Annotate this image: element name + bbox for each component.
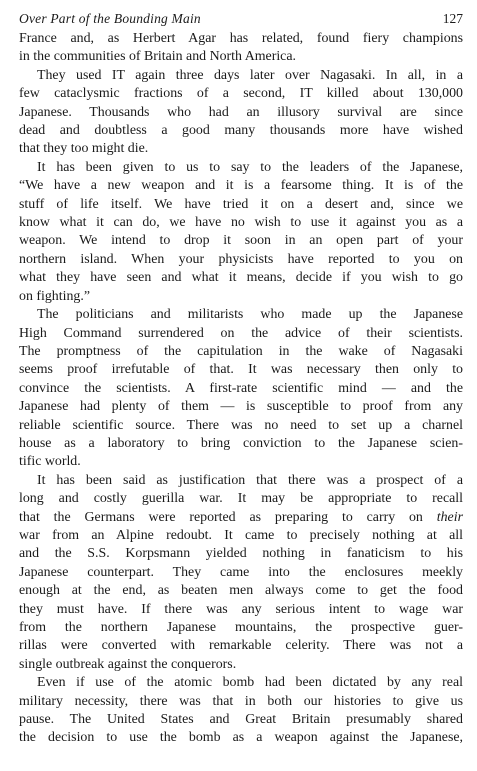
text-line: and the S.S. Korpsmann yielded nothing in fanaticism to his xyxy=(19,546,463,562)
text-line: that they too might die. xyxy=(19,141,149,157)
text-line: single outbreak against the conquerors. xyxy=(19,656,237,672)
running-title: Over Part of the Bounding Main xyxy=(19,11,201,26)
paragraph xyxy=(19,472,463,674)
text-line: house as a laboratory to bring conviction to the Japanese scien- xyxy=(19,435,463,451)
text-line: the decision to use the bomb as a weapon against the Japanese, xyxy=(19,730,463,746)
text-line: war from an Alpine redoubt. It came to precisely nothing at all xyxy=(19,527,463,543)
text-line: Japanese counterpart. They came into the enclosures meekly xyxy=(19,564,463,580)
text-line: weapon. We intend to drop it soon in an open part of your xyxy=(19,233,463,249)
text-line: pause. The United States and Great Britain presumably shared xyxy=(19,712,463,728)
text-line: stuff of life itself. We have tried it on a desert and, since we xyxy=(19,196,463,212)
text-line: Even if use of the atomic bomb had been dictated by any real xyxy=(37,675,463,691)
text-line: Japanese had plenty of them — is susceptible to proof from any xyxy=(19,399,463,415)
text-line: reliable scientific source. There was no need to set up a charnel xyxy=(19,417,463,433)
text-line: know what it can do, we have no wish to use it against you as a xyxy=(19,215,463,231)
running-header xyxy=(19,8,463,30)
paragraph xyxy=(19,159,463,306)
text-line: seems proof irrefutable of that. It was necessary then only to xyxy=(19,362,463,378)
text-line: what they have seen and what it means, decide if you wish to go xyxy=(19,270,463,286)
text-line: France and, as Herbert Agar has related, found fiery champions xyxy=(19,31,463,46)
text-line: The politicians and militarists who made up the Japanese xyxy=(37,307,463,323)
text-line: The promptness of the capitulation in the wake of Nagasaki xyxy=(19,343,463,359)
text-line: from the northern Japanese mountains, the prospective guer- xyxy=(19,620,463,635)
italic-word: their xyxy=(436,509,463,525)
text-line: It has been given to us to say to the leaders of the Japanese, xyxy=(37,159,463,175)
text-line: northern island. When your physicists have reported to you on xyxy=(19,251,463,267)
text-line: on fighting.” xyxy=(19,288,90,304)
text-line: in the communities of Britain and North America. xyxy=(19,49,296,65)
paragraph xyxy=(19,674,463,748)
text-line: tific world. xyxy=(19,454,81,470)
text-line: High Command surrendered on the advice of their scientists. xyxy=(19,325,463,341)
body-text xyxy=(19,30,463,748)
text-fragment: that the Germans were reported as preparing to carry on xyxy=(19,509,423,525)
book-page xyxy=(19,8,463,748)
text-line: military necessity, there was that in both our histories to give us xyxy=(19,693,463,709)
paragraph xyxy=(19,30,463,67)
paragraph xyxy=(19,306,463,472)
text-line: It has been said as justification that there was a prospect of a xyxy=(37,472,463,488)
text-line: dead and doubtless a good many thousands more have wished xyxy=(19,123,463,139)
text-line: Japanese. Thousands who had an illusory survival are since xyxy=(19,104,463,120)
page-number: 127 xyxy=(442,11,463,26)
text-line: They used IT again three days later over Nagasaki. In all, in a xyxy=(37,67,463,83)
text-line: they must have. If there was any serious intent to wage war xyxy=(19,601,463,617)
text-line: “We have a new weapon and it is a fearsome thing. It is of the xyxy=(19,178,463,194)
text-line: rillas were converted with remarkable celerity. There was not a xyxy=(19,638,463,654)
text-line: enough at the end, as beaten men always come to get the food xyxy=(19,583,463,599)
text-line-with-italic xyxy=(19,509,463,527)
text-line: convince the scientists. A first-rate scientific mind — and the xyxy=(19,380,463,396)
text-line: long and costly guerilla war. It may be appropriate to recall xyxy=(19,491,463,507)
text-line: few cataclysmic fractions of a second, IT killed about 130,000 xyxy=(19,86,463,102)
paragraph xyxy=(19,67,463,159)
